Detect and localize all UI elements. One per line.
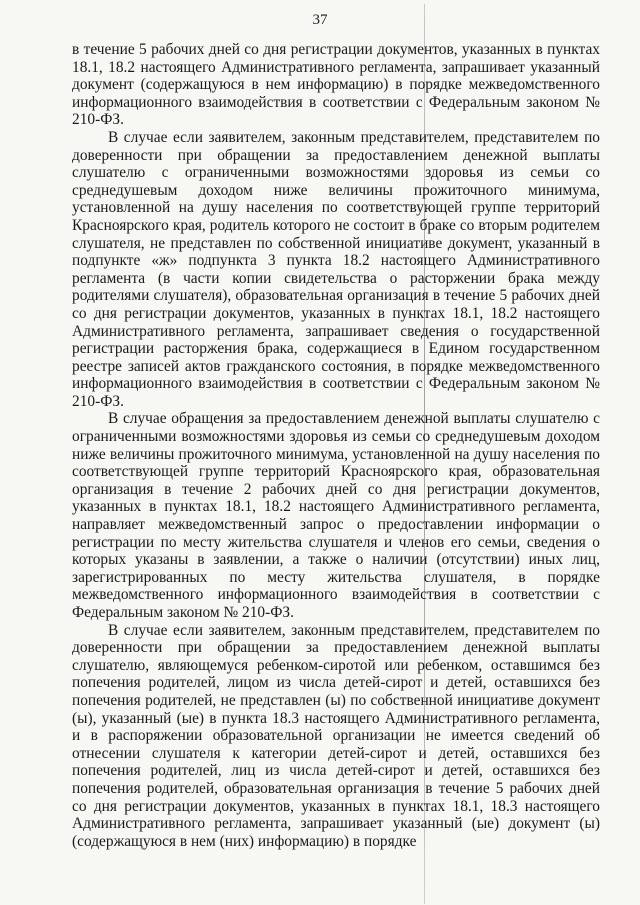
page-number: 37 bbox=[312, 12, 328, 28]
paragraph-divorce-records-request: В случае если заявителем, законным представителем, представителем по доверенности при обращении за предоставлением денежной выплаты слушателю с ограниченными возможностями здоровья из семьи со среднедушевым доходом ниже величины прожиточного минимума, установленной на душу населения по соответствующей группе территорий Красноярского края, родитель которого не состоит в браке со вторым родителем слушателя, не представлен по собственной инициативе документ, указанный в подпункте «ж» подпункта 3 пункта 18.2 настоящего Административного регламента (в части копии свидетельства о расторжении брака между родителями слушателя), образовательная организация в течение 5 рабочих дней со дня регистрации документов, указанных в пунктах 18.1, 18.2 настоящего Административного регламента, запрашивает сведения о государственной регистрации расторжения брака, содержащиеся в Едином государственном реестре записей актов гражданского состояния, в порядке межведомственного информационного взаимодействия в соответствии с Федеральным законом № 210-ФЗ. bbox=[72, 128, 600, 410]
document-body bbox=[72, 41, 600, 850]
paragraph-continuation: в течение 5 рабочих дней со дня регистрации документов, указанных в пунктах 18.1, 18.2 настоящего Административного регламента, запрашивает указанный документ (содержащуюся в нем информацию) в порядке межведомственного информационного взаимодействия в соответствии с Федеральным законом № 210-ФЗ. bbox=[72, 41, 600, 129]
paragraph-residence-registration-request: В случае обращения за предоставлением денежной выплаты слушателю с ограниченными возможностями здоровья из семьи со среднедушевым доходом ниже величины прожиточного минимума, установленной на душу населения по соответствующей группе территорий Красноярского края, образовательная организация в течение 2 рабочих дней со дня регистрации документов, указанных в пунктах 18.1, 18.2 настоящего Административного регламента, направляет межведомственный запрос о предоставлении информации о регистрации по месту жительства слушателя и членов его семьи, сведения о которых указаны в заявлении, а также о наличии (отсутствии) иных лиц, зарегистрированных по месту жительства слушателя, в порядке межведомственного информационного взаимодействия в соответствии с Федеральным законом № 210-ФЗ. bbox=[72, 410, 600, 621]
paragraph-orphan-status-request: В случае если заявителем, законным представителем, представителем по доверенности при обращении за предоставлением денежной выплаты слушателю, являющемуся ребенком-сиротой или ребенком, оставшимся без попечения родителей, лицом из числа детей-сирот и детей, оставшихся без попечения родителей, не представлен (ы) по собственной инициативе документ (ы), указанный (ые) в пункта 18.3 настоящего Административного регламента, и в распоряжении образовательной организации не имеется сведений об отнесении слушателя к категории детей-сирот и детей, оставшихся без попечения родителей, лиц из числа детей-сирот и детей, оставшихся без попечения родителей, образовательная организация в течение 5 рабочих дней со дня регистрации документов, указанных в пунктах 18.1, 18.3 настоящего Административного регламента, запрашивает указанный (ые) документ (ы) (содержащуюся в нем (них) информацию) в порядке bbox=[72, 621, 600, 850]
